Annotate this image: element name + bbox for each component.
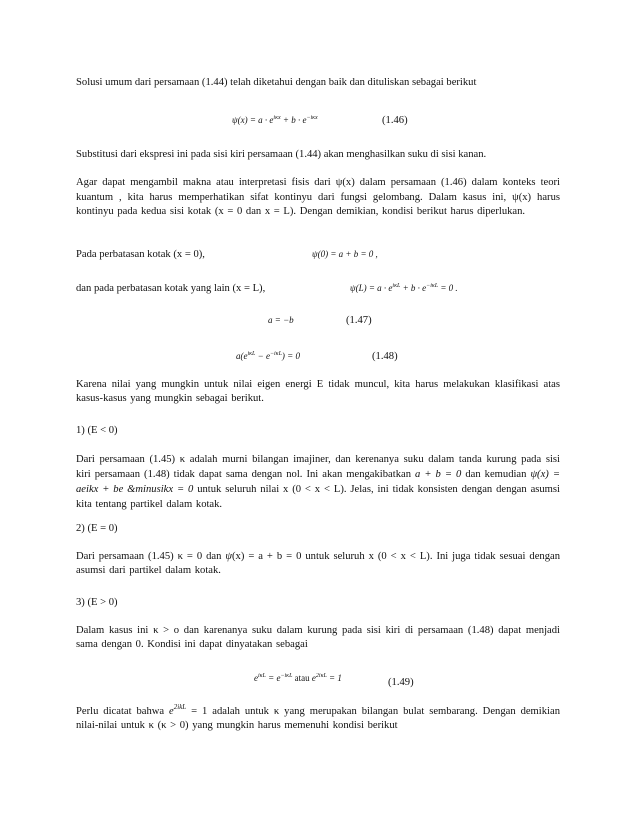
equation-1-49-exp1: iκL <box>258 673 266 679</box>
case-heading-3: 3) (E > 0) <box>76 597 118 608</box>
case-2-text-b: (x) = a + b = 0 untuk seluruh x (0 < x < L). Ini juga tidak sesuai dengan asumsi dari partikel dalam kotak. <box>76 551 560 576</box>
note-math-e: e <box>169 706 174 717</box>
equation-xL-lhs: ψ(L) = a · e <box>350 283 393 293</box>
case-1-text-a: Dari persamaan (1.45) κ adalah murni bilangan imajiner, dan kerenanya suku dalam tanda kurung pada sisi kiri persamaan (1.48) tidak dapat sama dengan nol. Ini akan mengakibatkan <box>76 454 560 480</box>
equation-xL-tail: = 0 . <box>438 283 458 293</box>
equation-1-46-exp2: −iκx <box>306 115 318 121</box>
case-2-math-psi: ψ <box>225 551 232 562</box>
case-1-math-a-b: a + b = 0 <box>415 469 462 480</box>
equation-1-49-c: atau <box>292 673 312 683</box>
case-1-text-c: untuk seluruh nilai x (0 < x < L). Jelas, ini tidak konsisten dengan dengan asumsi kita tentang partikel dalam kotak. <box>76 484 560 510</box>
equation-1-48-exp1: iκL <box>247 351 256 357</box>
paragraph-interpretation: Agar dapat mengambil makna atau interpretasi fisis dari ψ(x) dalam persamaan (1.46) dalam konteks teori kuantum , kita harus memperhatikan sifat kontinyu dari fungsi gelombang. Dalam kasus ini, ψ(x) harus kontinyu pada kedua sisi kotak (x = 0 dan x = L). Dengan demikian, kondisi berikut harus diperlukan. <box>76 177 560 217</box>
equation-1-47: a = −b <box>268 315 294 325</box>
paragraph-general-solution: Solusi umum dari persamaan (1.44) telah diketahui dengan baik dan dituliskan sebagai berikut <box>76 77 477 88</box>
equation-1-46-exp1: iκx <box>273 115 281 121</box>
paragraph-classification: Karena nilai yang mungkin untuk nilai eigen energi E tidak muncul, kita harus melakukan klasifikasi atas kasus-kasus yang mungkin sebagai berikut. <box>76 379 560 404</box>
equation-1-49-exp3: 2iκL <box>315 673 327 679</box>
case-heading-1: 1) (E < 0) <box>76 425 118 436</box>
equation-1-48-lhs: a(e <box>236 351 248 361</box>
equation-1-49 <box>254 670 342 684</box>
paragraph-case-3: Dalam kasus ini κ > o dan karenanya suku dalam kurung pada sisi kiri di persamaan (1.48) dapat menjadi sama dengan 0. Kondisi ini dapat dinyatakan sebagai <box>76 625 560 650</box>
equation-number-1-48: (1.48) <box>372 351 398 362</box>
paragraph-note <box>76 700 560 733</box>
equation-1-49-exp2: −iκL <box>280 673 293 679</box>
equation-1-49-e: = 1 <box>326 673 342 683</box>
equation-boundary-xL <box>350 280 458 294</box>
equation-number-1-46: (1.46) <box>382 115 408 126</box>
equation-number-1-47: (1.47) <box>346 315 372 326</box>
equation-1-49-a: e <box>254 673 258 683</box>
paragraph-case-2 <box>76 550 560 578</box>
case-2-text-a: Dari persamaan (1.45) κ = 0 dan <box>76 551 226 562</box>
equation-1-46 <box>232 112 318 126</box>
equation-xL-exp1: iκL <box>392 283 401 289</box>
equation-1-48-exp2: −iκL <box>269 351 282 357</box>
equation-1-46-lhs: ψ(x) = a · e <box>232 115 274 125</box>
equation-number-1-49: (1.49) <box>388 677 414 688</box>
case-1-text-b: dan kemudian <box>461 469 531 480</box>
equation-1-49-b: = e <box>265 673 281 683</box>
paragraph-case-1 <box>76 452 560 512</box>
paragraph-boundary-xL: dan pada perbatasan kotak yang lain (x = L), <box>76 283 266 294</box>
equation-1-46-mid: + b · e <box>280 115 307 125</box>
equation-1-48-tail: ) = 0 <box>281 351 300 361</box>
equation-boundary-x0: ψ(0) = a + b = 0 , <box>312 249 378 259</box>
equation-1-48 <box>236 348 300 362</box>
paragraph-substitution: Substitusi dari ekspresi ini pada sisi kiri persamaan (1.44) akan menghasilkan suku di sisi kanan. <box>76 149 487 160</box>
equation-1-49-d: e <box>311 673 316 683</box>
equation-xL-mid: + b · e <box>400 283 427 293</box>
case-1-math-psi: ψ(x) = aeikx + be &minusikx = 0 <box>76 469 560 495</box>
note-text-a: Perlu dicatat bahwa <box>76 706 170 717</box>
paragraph-boundary-x0: Pada perbatasan kotak (x = 0), <box>76 249 205 260</box>
case-heading-2: 2) (E = 0) <box>76 523 118 534</box>
note-math-exponent: 2ikL <box>173 703 187 711</box>
note-text-b: = 1 adalah untuk κ yang merupakan bilangan bulat sembarang. Dengan demikian nilai-nilai untuk κ (κ > 0) yang mungkin harus memenuhi kondisi berikut <box>76 706 560 731</box>
equation-xL-exp2: −iκL <box>426 283 439 289</box>
equation-1-48-mid: − e <box>255 351 270 361</box>
